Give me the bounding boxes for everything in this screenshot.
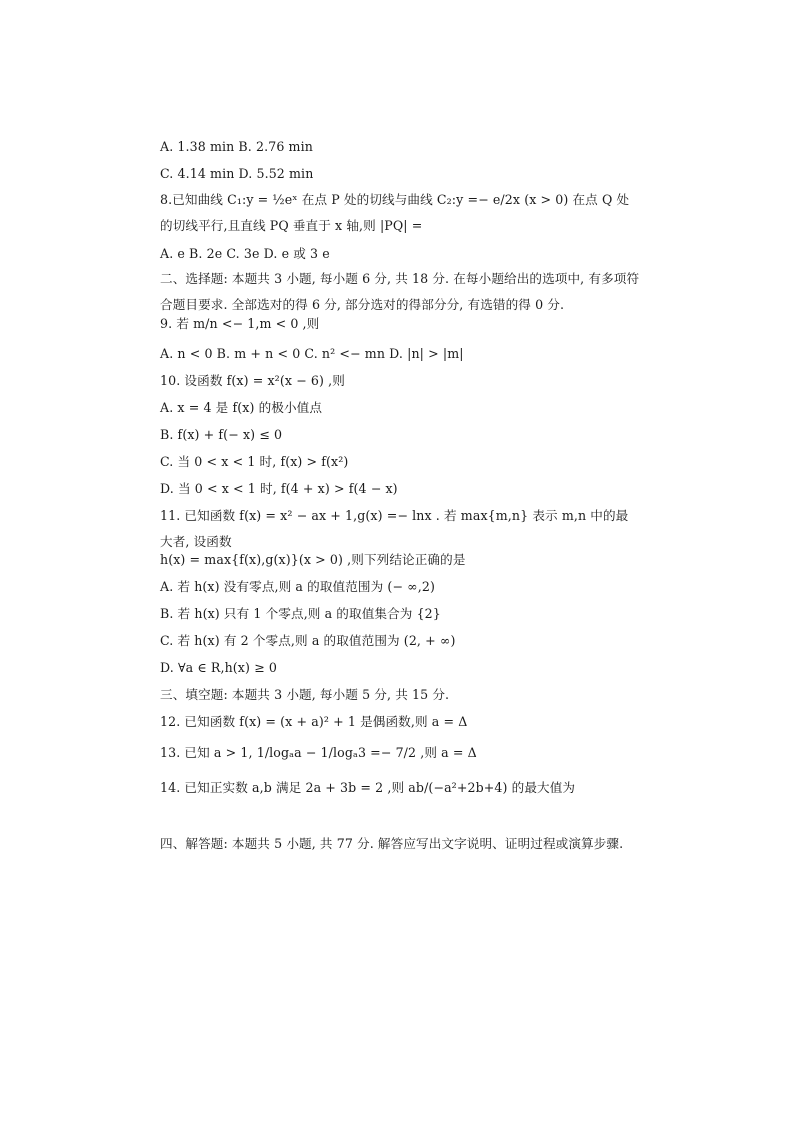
q10-option-b: B. f(x) + f(− x) ≤ 0 xyxy=(160,427,283,442)
q11-h-definition: h(x) = max{f(x),g(x)}(x > 0) ,则下列结论正确的是 xyxy=(160,552,466,567)
question-9: 9. 若 m/n <− 1,m < 0 ,则 xyxy=(160,316,320,331)
section-4-heading: 四、解答题: 本题共 5 小题, 共 77 分. 解答应写出文字说明、证明过程或演算步骤. xyxy=(160,836,624,851)
question-11: 11. 已知函数 f(x) = x² − ax + 1,g(x) =− lnx . 若 max{m,n} 表示 m,n 中的最大者, 设函数 xyxy=(160,508,629,549)
q8-options: A. e B. 2e C. 3e D. e 或 3 e xyxy=(160,246,330,261)
q9-options: A. n < 0 B. m + n < 0 C. n² <− mn D. |n| > |m| xyxy=(160,346,464,361)
question-8: 8.已知曲线 C₁:y = ½eˣ 在点 P 处的切线与曲线 C₂:y =− e/2x (x > 0) 在点 Q 处的切线平行,且直线 PQ 垂直于 x 轴,则 |PQ| = xyxy=(160,192,630,233)
question-10: 10. 设函数 f(x) = x²(x − 6) ,则 xyxy=(160,373,345,388)
q7-options-cd: C. 4.14 min D. 5.52 min xyxy=(160,166,314,181)
section-3-heading: 三、填空题: 本题共 3 小题, 每小题 5 分, 共 15 分. xyxy=(160,687,450,702)
question-13: 13. 已知 a > 1, 1/logₐa − 1/logₐ3 =− 7/2 ,则 a = Δ xyxy=(160,745,477,760)
q7-options-ab: A. 1.38 min B. 2.76 min xyxy=(160,139,313,154)
question-14: 14. 已知正实数 a,b 满足 2a + 3b = 2 ,则 ab/(−a²+2b+4) 的最大值为 xyxy=(160,780,576,795)
q10-option-c: C. 当 0 < x < 1 时, f(x) > f(x²) xyxy=(160,454,349,469)
q11-option-d: D. ∀a ∈ R,h(x) ≥ 0 xyxy=(160,660,277,675)
q11-option-c: C. 若 h(x) 有 2 个零点,则 a 的取值范围为 (2, + ∞) xyxy=(160,633,456,648)
q11-option-b: B. 若 h(x) 只有 1 个零点,则 a 的取值集合为 {2} xyxy=(160,606,441,621)
q11-option-a: A. 若 h(x) 没有零点,则 a 的取值范围为 (− ∞,2) xyxy=(160,579,435,594)
section-2-heading: 二、选择题: 本题共 3 小题, 每小题 6 分, 共 18 分. 在每小题给出的选项中, 有多项符合题目要求. 全部选对的得 6 分, 部分选对的得部分分, 有选错的得 0 分. xyxy=(160,271,640,312)
q10-option-a: A. x = 4 是 f(x) 的极小值点 xyxy=(160,400,323,415)
q10-option-d: D. 当 0 < x < 1 时, f(4 + x) > f(4 − x) xyxy=(160,481,398,496)
question-12: 12. 已知函数 f(x) = (x + a)² + 1 是偶函数,则 a = Δ xyxy=(160,714,468,729)
